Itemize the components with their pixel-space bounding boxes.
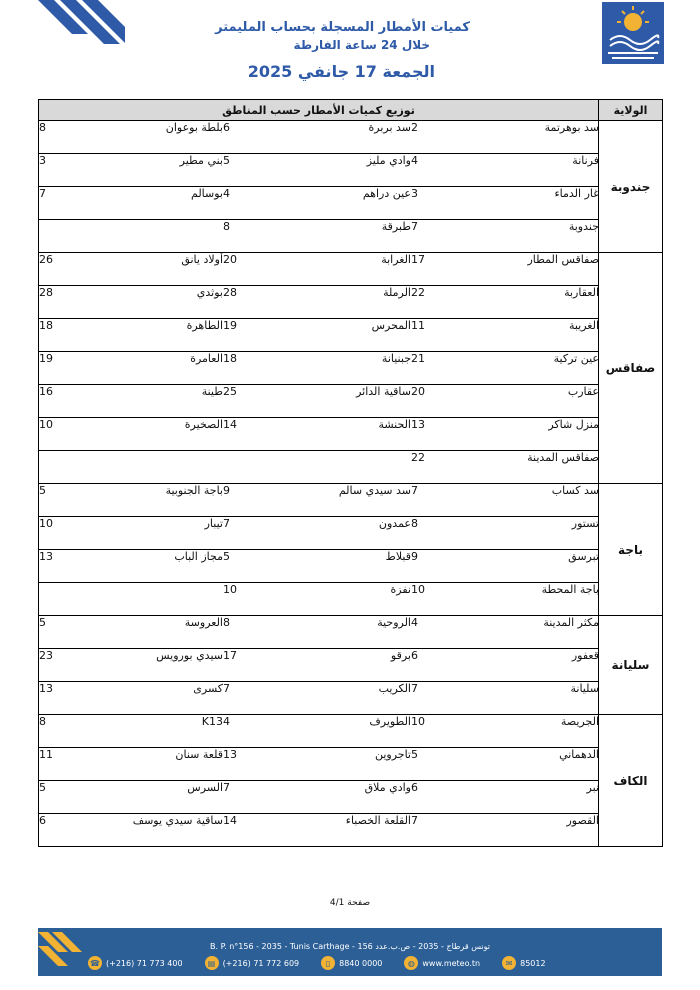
rainfall-value: 18 [223, 352, 294, 385]
rainfall-value [39, 451, 109, 484]
station-name: الصخيرة [109, 418, 223, 451]
rainfall-value: 13 [411, 418, 477, 451]
station-name: الغريبة [477, 319, 599, 352]
rainfall-value: 22 [411, 451, 425, 464]
station-name: بوثدي [109, 286, 223, 319]
rainfall-value: 13 [223, 748, 294, 781]
rainfall-value: 18 [39, 319, 109, 352]
rainfall-value: 8 [39, 715, 109, 748]
areas-column-header: توزيع كميات الأمطار حسب المناطق [39, 100, 599, 121]
rainfall-value: 11 [411, 319, 477, 352]
rainfall-value: 7 [411, 682, 418, 695]
governorate-group-row [39, 121, 663, 253]
phone-icon: ☎ [88, 956, 102, 970]
station-name: منزل شاكر [477, 418, 599, 451]
station-name [294, 451, 411, 484]
station-name [109, 583, 223, 616]
rainfall-value: 7 [223, 682, 230, 695]
governorate-name: جندوبة [599, 121, 663, 253]
rainfall-value: 4 [223, 715, 294, 748]
report-title: كميات الأمطار المسجلة بحساب المليمتر [215, 20, 470, 35]
table-row [39, 748, 599, 781]
table-row [39, 220, 599, 253]
table-row [39, 814, 599, 847]
rainfall-value: 6 [411, 649, 477, 682]
contact-item [321, 956, 382, 970]
rainfall-value: 10 [411, 583, 425, 596]
rainfall-value [223, 451, 294, 484]
decorative-stripes [30, 0, 125, 70]
table-row [39, 253, 599, 286]
rainfall-value: 17 [411, 253, 477, 286]
rainfall-value: 8 [223, 220, 230, 233]
table-row [39, 682, 599, 715]
table-row [39, 418, 599, 451]
rainfall-value: 9 [223, 484, 294, 517]
rainfall-value: 7 [411, 484, 477, 517]
table-row [39, 286, 599, 319]
station-name: مجاز الباب [109, 550, 223, 583]
station-name: الكريب [378, 682, 411, 695]
station-name: طينة [109, 385, 223, 418]
governorate-name: سليانة [599, 616, 663, 715]
station-name: تبرسق [477, 550, 599, 583]
station-name: سد بربرة [294, 121, 411, 154]
station-name: عمدون [294, 517, 411, 550]
rainfall-value: 21 [411, 352, 477, 385]
station-name: سيدي بورويس [109, 649, 223, 682]
station-name: بوسالم [109, 187, 223, 220]
station-name [109, 451, 223, 484]
rainfall-value: 7 [39, 187, 109, 220]
rainfall-value: 17 [223, 649, 294, 682]
station-name: العقاربة [477, 286, 599, 319]
station-name: الغرابة [294, 253, 411, 286]
rainfall-value: 7 [411, 814, 418, 827]
footer [38, 928, 662, 976]
station-name: سليانة [570, 682, 599, 695]
station-name: مكثر المدينة [477, 616, 599, 649]
rainfall-value: 6 [411, 781, 477, 814]
contact-text: 8840 0000 [339, 958, 383, 968]
report-date: الجمعة 17 جانفي 2025 [247, 62, 435, 81]
governorate-group-row [39, 484, 663, 616]
table-row [39, 385, 599, 418]
governorate-name: الكاف [599, 715, 663, 847]
rainfall-value: 10 [411, 715, 477, 748]
rainfall-value: 26 [39, 253, 109, 286]
fax-icon: ▤ [205, 956, 219, 970]
station-grid [39, 121, 599, 253]
station-name: القصور [566, 814, 599, 827]
rainfall-value: 3 [411, 187, 477, 220]
station-name: وادي مليز [294, 154, 411, 187]
table-row [39, 484, 599, 517]
rainfall-value: 6 [39, 814, 46, 827]
station-name: برقو [294, 649, 411, 682]
rainfall-value: 11 [39, 748, 109, 781]
station-name: صفاقس المدينة [527, 451, 599, 464]
contact-item [205, 956, 300, 970]
station-name: طبرقة [381, 220, 411, 233]
station-name: الطويرف [294, 715, 411, 748]
rainfall-value: 20 [411, 385, 477, 418]
station-name: نبر [477, 781, 599, 814]
rainfall-value: 10 [223, 583, 237, 596]
governorate-name: باجة [599, 484, 663, 616]
station-name: فرنانة [477, 154, 599, 187]
rainfall-value: 13 [39, 550, 109, 583]
table-header-row [39, 100, 663, 121]
station-name: عقارب [477, 385, 599, 418]
station-name: عين تركية [477, 352, 599, 385]
rainfall-value: 16 [39, 385, 109, 418]
station-name: باجة المحطة [541, 583, 599, 596]
station-name: قلعة سنان [109, 748, 223, 781]
rainfall-value: 6 [223, 121, 294, 154]
report-subtitle: خلال 24 ساعة الفارطة [293, 38, 430, 52]
mobile-icon: ▯ [321, 956, 335, 970]
table-row [39, 583, 599, 616]
contact-item [404, 956, 480, 970]
globe-icon: ◍ [404, 956, 418, 970]
station-grid [39, 616, 599, 715]
rainfall-value: 2 [411, 121, 477, 154]
station-name: بني مطير [109, 154, 223, 187]
table-row [39, 121, 599, 154]
rainfall-value: 8 [39, 121, 109, 154]
table-row [39, 781, 599, 814]
station-name: بلطة بوعوان [109, 121, 223, 154]
station-name: كسرى [193, 682, 223, 695]
station-name: المحرس [294, 319, 411, 352]
station-name: الرملة [294, 286, 411, 319]
rainfall-value [39, 583, 109, 616]
station-name: الحنشة [294, 418, 411, 451]
rainfall-value: 10 [39, 517, 109, 550]
rainfall-value: 5 [223, 550, 294, 583]
station-name: القلعة الخصباء [345, 814, 411, 827]
table-row [39, 550, 599, 583]
table-row [39, 715, 599, 748]
station-name: جندوبة [568, 220, 599, 233]
station-name: سد سيدي سالم [294, 484, 411, 517]
sms-icon: ✉ [502, 956, 516, 970]
page-number: صفحة 4/1 [329, 898, 371, 908]
station-name [109, 220, 223, 253]
rainfall-value: 22 [411, 286, 477, 319]
table-row [39, 154, 599, 187]
contact-text: (+216) 71 772 609 [222, 958, 300, 968]
rainfall-value: 23 [39, 649, 109, 682]
table-row [39, 649, 599, 682]
table-row [39, 187, 599, 220]
contact-text: (+216) 71 773 400 [106, 958, 183, 968]
rainfall-value: 5 [411, 748, 477, 781]
contact-item [88, 956, 183, 970]
station-grid [39, 484, 599, 616]
footer-contacts [88, 956, 546, 970]
rainfall-value: 5 [39, 616, 109, 649]
rainfall-value: 5 [223, 154, 294, 187]
rainfall-value: 7 [411, 220, 418, 233]
rainfall-value: 5 [39, 781, 109, 814]
contact-text: 85012 [520, 958, 546, 968]
rainfall-value: 7 [223, 781, 294, 814]
rainfall-value: 28 [223, 286, 294, 319]
table-row [39, 352, 599, 385]
rainfall-value: 8 [223, 616, 294, 649]
rainfall-value: 19 [223, 319, 294, 352]
meteo-institute-logo [602, 2, 664, 64]
station-name: أولاد يانق [109, 253, 223, 286]
station-grid [39, 253, 599, 484]
rainfall-value: 4 [223, 187, 294, 220]
governorate-name: صفاقس [599, 253, 663, 484]
table-row [39, 451, 599, 484]
table-row [39, 517, 599, 550]
station-name: باجة الجنوبية [109, 484, 223, 517]
station-name: قعفور [477, 649, 599, 682]
governorate-column-header: الولاية [599, 100, 663, 121]
table-row [39, 616, 599, 649]
rainfall-value: 13 [39, 682, 53, 695]
station-name: الدهماني [477, 748, 599, 781]
rainfall-table [38, 99, 663, 847]
station-name: تيبار [109, 517, 223, 550]
rainfall-value: 14 [223, 418, 294, 451]
station-name: تستور [477, 517, 599, 550]
station-name: جبنيانة [294, 352, 411, 385]
station-name: K13 [109, 715, 223, 748]
rainfall-value: 28 [39, 286, 109, 319]
station-name: العروسة [109, 616, 223, 649]
station-name: العامرة [109, 352, 223, 385]
station-name: الجريصة [477, 715, 599, 748]
rainfall-value: 10 [39, 418, 109, 451]
rainfall-value: 4 [411, 616, 477, 649]
footer-address: B. P. n°156 - 2035 - Tunis Carthage - تونس قرطاج - 2035 - ص.ب.عدد 156 [210, 942, 490, 951]
rainfall-value: 19 [39, 352, 109, 385]
station-name: نفزة [390, 583, 411, 596]
station-name: عين دراهم [294, 187, 411, 220]
station-name: صفاقس المطار [477, 253, 599, 286]
station-name: سد كساب [477, 484, 599, 517]
rainfall-value: 7 [223, 517, 294, 550]
governorate-group-row [39, 616, 663, 715]
contact-text: www.meteo.tn [422, 958, 481, 968]
station-name: ساقية سيدي يوسف [132, 814, 223, 827]
rainfall-value: 25 [223, 385, 294, 418]
station-name: غار الدماء [477, 187, 599, 220]
station-name: السرس [109, 781, 223, 814]
rainfall-value: 4 [411, 154, 477, 187]
rainfall-value: 3 [39, 154, 109, 187]
governorate-group-row [39, 253, 663, 484]
station-name: قبلاط [294, 550, 411, 583]
station-name: تاجروين [294, 748, 411, 781]
station-name: سد بوهرتمة [477, 121, 599, 154]
rainfall-value: 5 [39, 484, 109, 517]
station-grid [39, 715, 599, 847]
station-name: الطاهرة [109, 319, 223, 352]
rainfall-value: 14 [223, 814, 237, 827]
rainfall-value [39, 220, 109, 253]
contact-item [502, 956, 545, 970]
rainfall-value: 8 [411, 517, 477, 550]
table-row [39, 319, 599, 352]
governorate-group-row [39, 715, 663, 847]
station-name: الروحية [294, 616, 411, 649]
station-name: وادي ملاق [294, 781, 411, 814]
station-name: ساقية الدائر [294, 385, 411, 418]
rainfall-value: 9 [411, 550, 477, 583]
rainfall-value: 20 [223, 253, 294, 286]
